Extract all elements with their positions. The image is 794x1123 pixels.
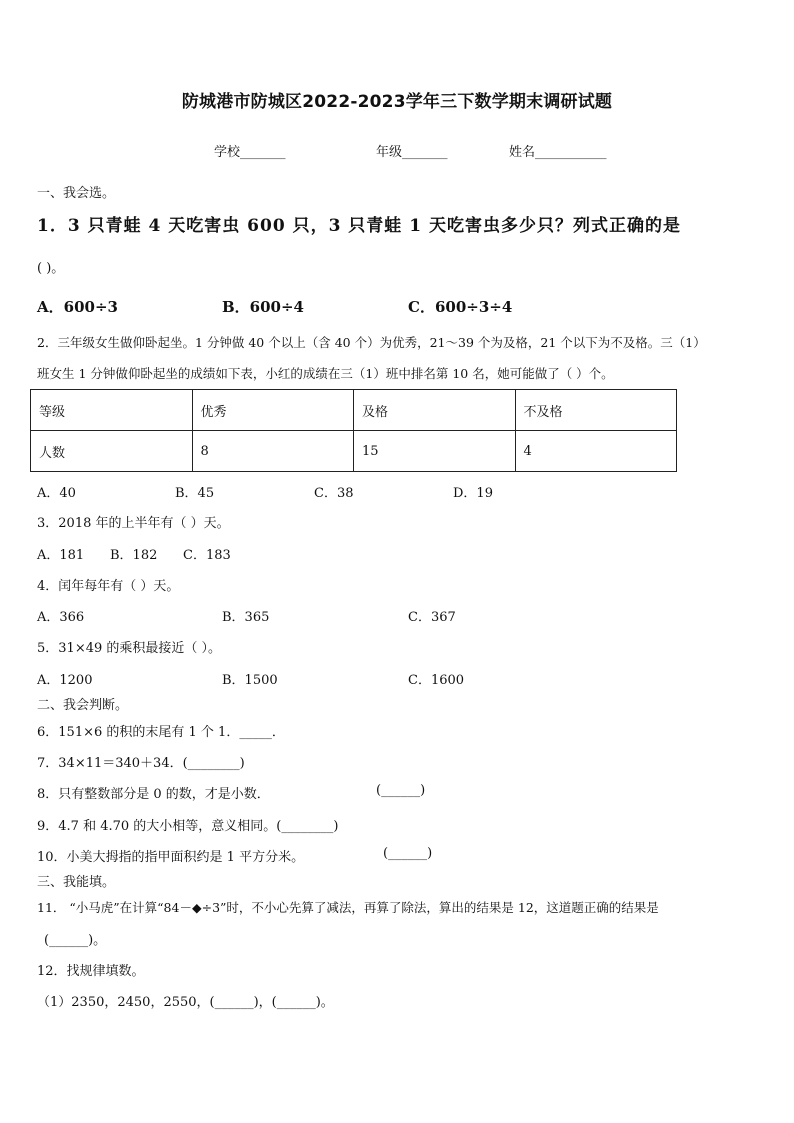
question-4-option-b[interactable]: B．365: [222, 610, 270, 625]
question-11-text-a: 11． “小马虎”在计算“84－: [37, 900, 192, 915]
question-8-answer-blank[interactable]: (______): [376, 783, 426, 798]
question-4-option-a[interactable]: A．366: [37, 610, 85, 625]
table-row: [31, 431, 677, 472]
question-5-option-b[interactable]: B．1500: [222, 673, 278, 688]
question-11-text-b: ÷3”时，不小心先算了减法，再算了除法，算出的结果是 12，这道题正确的结果是: [201, 900, 659, 915]
question-2-option-a[interactable]: A．40: [37, 486, 76, 501]
question-4-stem: 4．闰年每年有（ ）天。: [37, 579, 180, 594]
question-3-stem: 3．2018 年的上半年有（ ）天。: [37, 516, 230, 531]
grade-label: 年级: [376, 145, 403, 160]
question-5-option-a[interactable]: A．1200: [37, 673, 93, 688]
question-2-option-b[interactable]: B．45: [175, 486, 215, 501]
section-heading-2: 二、我会判断。: [37, 698, 129, 713]
question-2-line-2: 班女生 1 分钟做仰卧起坐的成绩如下表，小红的成绩在三（1）班中排名第 10 名，她可能做了（ ）个。: [37, 366, 614, 381]
question-8-stem: 8．只有整数部分是 0 的数，才是小数．: [37, 787, 270, 802]
question-2-option-d[interactable]: D．19: [453, 486, 493, 501]
question-11-line-1: [37, 898, 659, 916]
section-heading-1: 一、我会选。: [37, 186, 116, 201]
question-10-stem: 10．小美大拇指的指甲面积约是 1 平方分米。: [37, 850, 305, 865]
question-1-option-a[interactable]: A．600÷3: [37, 298, 118, 316]
question-9: 9．4.7 和 4.70 的大小相等，意义相同。(________): [37, 819, 339, 834]
table-header-cell: 不及格: [515, 390, 677, 431]
table-header-cell: 及格: [354, 390, 516, 431]
grade-blank[interactable]: _______: [402, 145, 448, 160]
question-4-option-c[interactable]: C．367: [408, 610, 456, 625]
question-5-stem: 5．31×49 的乘积最接近（ ）。: [37, 641, 222, 656]
question-7: 7．34×11＝340＋34．(________): [37, 756, 245, 771]
diamond-icon: ◆: [191, 900, 202, 915]
question-12-sub-1: （1）2350，2450，2550，(______)，(______)。: [37, 995, 334, 1010]
question-2-line-1: 2．三年级女生做仰卧起坐。1 分钟做 40 个以上（含 40 个）为优秀，21～39 个为及格，21 个以下为不及格。三（1）: [37, 335, 706, 350]
question-11-answer-blank[interactable]: (______)。: [44, 933, 107, 948]
score-table: [30, 389, 677, 472]
question-1-paren: ( )。: [37, 261, 65, 276]
question-6: 6．151×6 的积的末尾有 1 个 1．_____．: [37, 725, 285, 740]
question-1-option-c[interactable]: C．600÷3÷4: [408, 298, 513, 316]
question-3-option-c[interactable]: C．183: [183, 548, 231, 563]
question-10-answer-blank[interactable]: (______): [383, 846, 433, 861]
table-cell: 8: [192, 431, 354, 472]
question-1-option-b[interactable]: B．600÷4: [222, 298, 304, 316]
school-blank[interactable]: _______: [240, 145, 286, 160]
question-5-option-c[interactable]: C．1600: [408, 673, 465, 688]
table-header-cell: 优秀: [192, 390, 354, 431]
section-heading-3: 三、我能填。: [37, 875, 116, 890]
name-label: 姓名: [509, 145, 536, 160]
question-1-stem: 1．3 只青蛙 4 天吃害虫 600 只，3 只青蛙 1 天吃害虫多少只？列式正确的是: [37, 216, 681, 236]
question-3-option-b[interactable]: B．182: [110, 548, 158, 563]
table-cell: 4: [515, 431, 677, 472]
grade-field: [376, 141, 448, 160]
school-label: 学校: [214, 145, 241, 160]
table-row: [31, 390, 677, 431]
table-header-cell: 等级: [31, 390, 193, 431]
table-cell: 人数: [31, 431, 193, 472]
name-blank[interactable]: ___________: [535, 145, 607, 160]
school-field: [214, 141, 286, 160]
name-field: [509, 141, 607, 160]
table-cell: 15: [354, 431, 516, 472]
question-3-option-a[interactable]: A．181: [37, 548, 85, 563]
question-12-stem: 12．找规律填数。: [37, 964, 145, 979]
page-title: 防城港市防城区2022-2023学年三下数学期末调研试题: [181, 92, 613, 112]
question-2-option-c[interactable]: C．38: [314, 486, 354, 501]
